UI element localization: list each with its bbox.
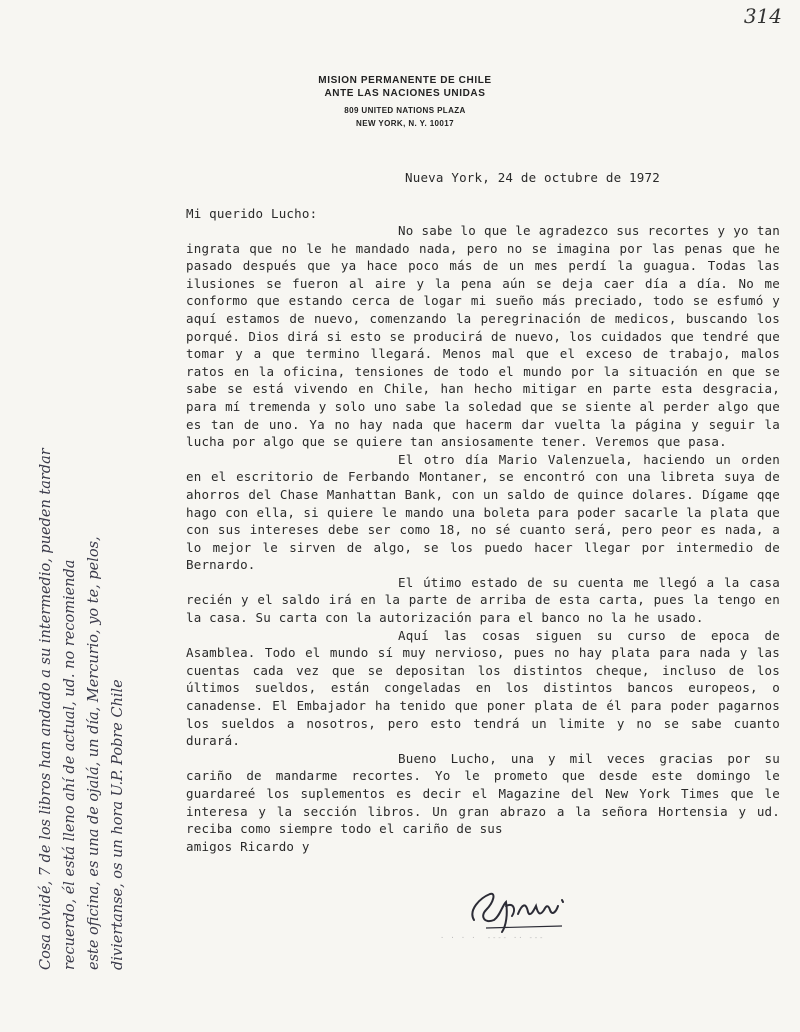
margin-note-line: recuerdo, él está lleno ahí de actual, ud. no recomienda <box>62 559 78 970</box>
salutation: Mi querido Lucho: <box>186 206 318 221</box>
letterhead-city: NEW YORK, N. Y. 10017 <box>356 119 454 128</box>
paragraph: Bueno Lucho, una y mil veces gracias por su cariño de mandarme recortes. Yo le prometo que desde este domingo le guardareé los suplementos es decir el Magazine del New York Times que le interesa y la sección libros. Un gran abrazo a la señora Hortensia y ud. reciba como siempre todo el cariño de sus <box>186 750 780 837</box>
margin-note-line: este oficina, es una de ojalá, un día, Mercurio, yo te, pelos, <box>86 536 102 970</box>
letter-date: Nueva York, 24 de octubre de 1972 <box>405 170 660 185</box>
faint-stamp: · · · · ‐‐‐‐ ·· ‐‐‐ <box>440 934 545 942</box>
page-number: 314 <box>743 4 782 28</box>
letterhead-mission: MISION PERMANENTE DE CHILE <box>318 75 492 86</box>
letterhead <box>290 74 520 130</box>
letter-body <box>186 222 780 855</box>
letterhead-address: 809 UNITED NATIONS PLAZA <box>344 106 466 115</box>
handwritten-signature <box>466 880 576 936</box>
paragraph: Aquí las cosas siguen su curso de epoca de Asamblea. Todo el mundo sí muy nervioso, pues no hay plata para nada y las cuentas cada vez que se depositan los distintos cheque, incluso de los últimos sueldos, están congeladas en los distintos bancos europeos, o canadense. El Embajador ha tenido que poner plata de él para poder pagarnos los sueldos a nosotros, pero esto tendrá un limite y no se sabe cuanto durará. <box>186 627 780 749</box>
margin-note-line: Cosa olvidé, 7 de los libros han andado a su intermedio, pueden tardar <box>38 448 54 970</box>
letterhead-un: ANTE LAS NACIONES UNIDAS <box>324 88 486 99</box>
paragraph: El útimo estado de su cuenta me llegó a la casa recién y el saldo irá en la parte de arriba de esta carta, pues la tengo en la casa. Su carta con la autorización para el banco no la he usado. <box>186 574 780 626</box>
closing-line: amigos Ricardo y <box>186 838 310 854</box>
margin-note-line: diviertanse, os un hora U.P. Pobre Chile <box>110 679 126 970</box>
paragraph: No sabe lo que le agradezco sus recortes y yo tan ingrata que no le he mandado nada, pero no se imagina por las penas que he pasado después que ya hace poco más de un mes perdí la guagua. Todas las ilusiones se fueron al aire y la pena aún se deja caer día a día. No me conformo que estando cerca de logar mi sueño más preciado, todo se esfumó y aquí estamos de nuevo, comenzando la peregrinación de medicos, buscando los porqué. Dios dirá si esto se producirá de nuevo, los cuidados que tendré que tomar y a que termino llegará. Menos mal que el exceso de trabajo, malos ratos en la oficina, tensiones de todo el mundo por la situación en que se sabe se está vivendo en Chile, han hecho mitigar en parte esta desgracia, para mí tremenda y solo uno sabe la soledad que se siente al perder algo que es tan de uno. Ya no hay nada que hacerm dar vuelta la página y seguir la lucha por algo que se quiere tan ansiosamente tener. Veremos que pasa. <box>186 223 780 450</box>
paragraph: El otro día Mario Valenzuela, haciendo un orden en el escritorio de Ferbando Montaner, se encontró con una libreta suya de ahorros del Chase Manhattan Bank, con un saldo de quince dolares. Dígame qqe hago con ella, si quiere le mando una boleta para poder sacarle la plata que con sus intereses debe ser como 18, no sé cuanto será, pero peor es nada, a lo mejor le sirven de algo, se los puedo hacer llegar por intermedio de Bernardo. <box>186 451 780 573</box>
handwritten-margin-note <box>34 90 154 970</box>
